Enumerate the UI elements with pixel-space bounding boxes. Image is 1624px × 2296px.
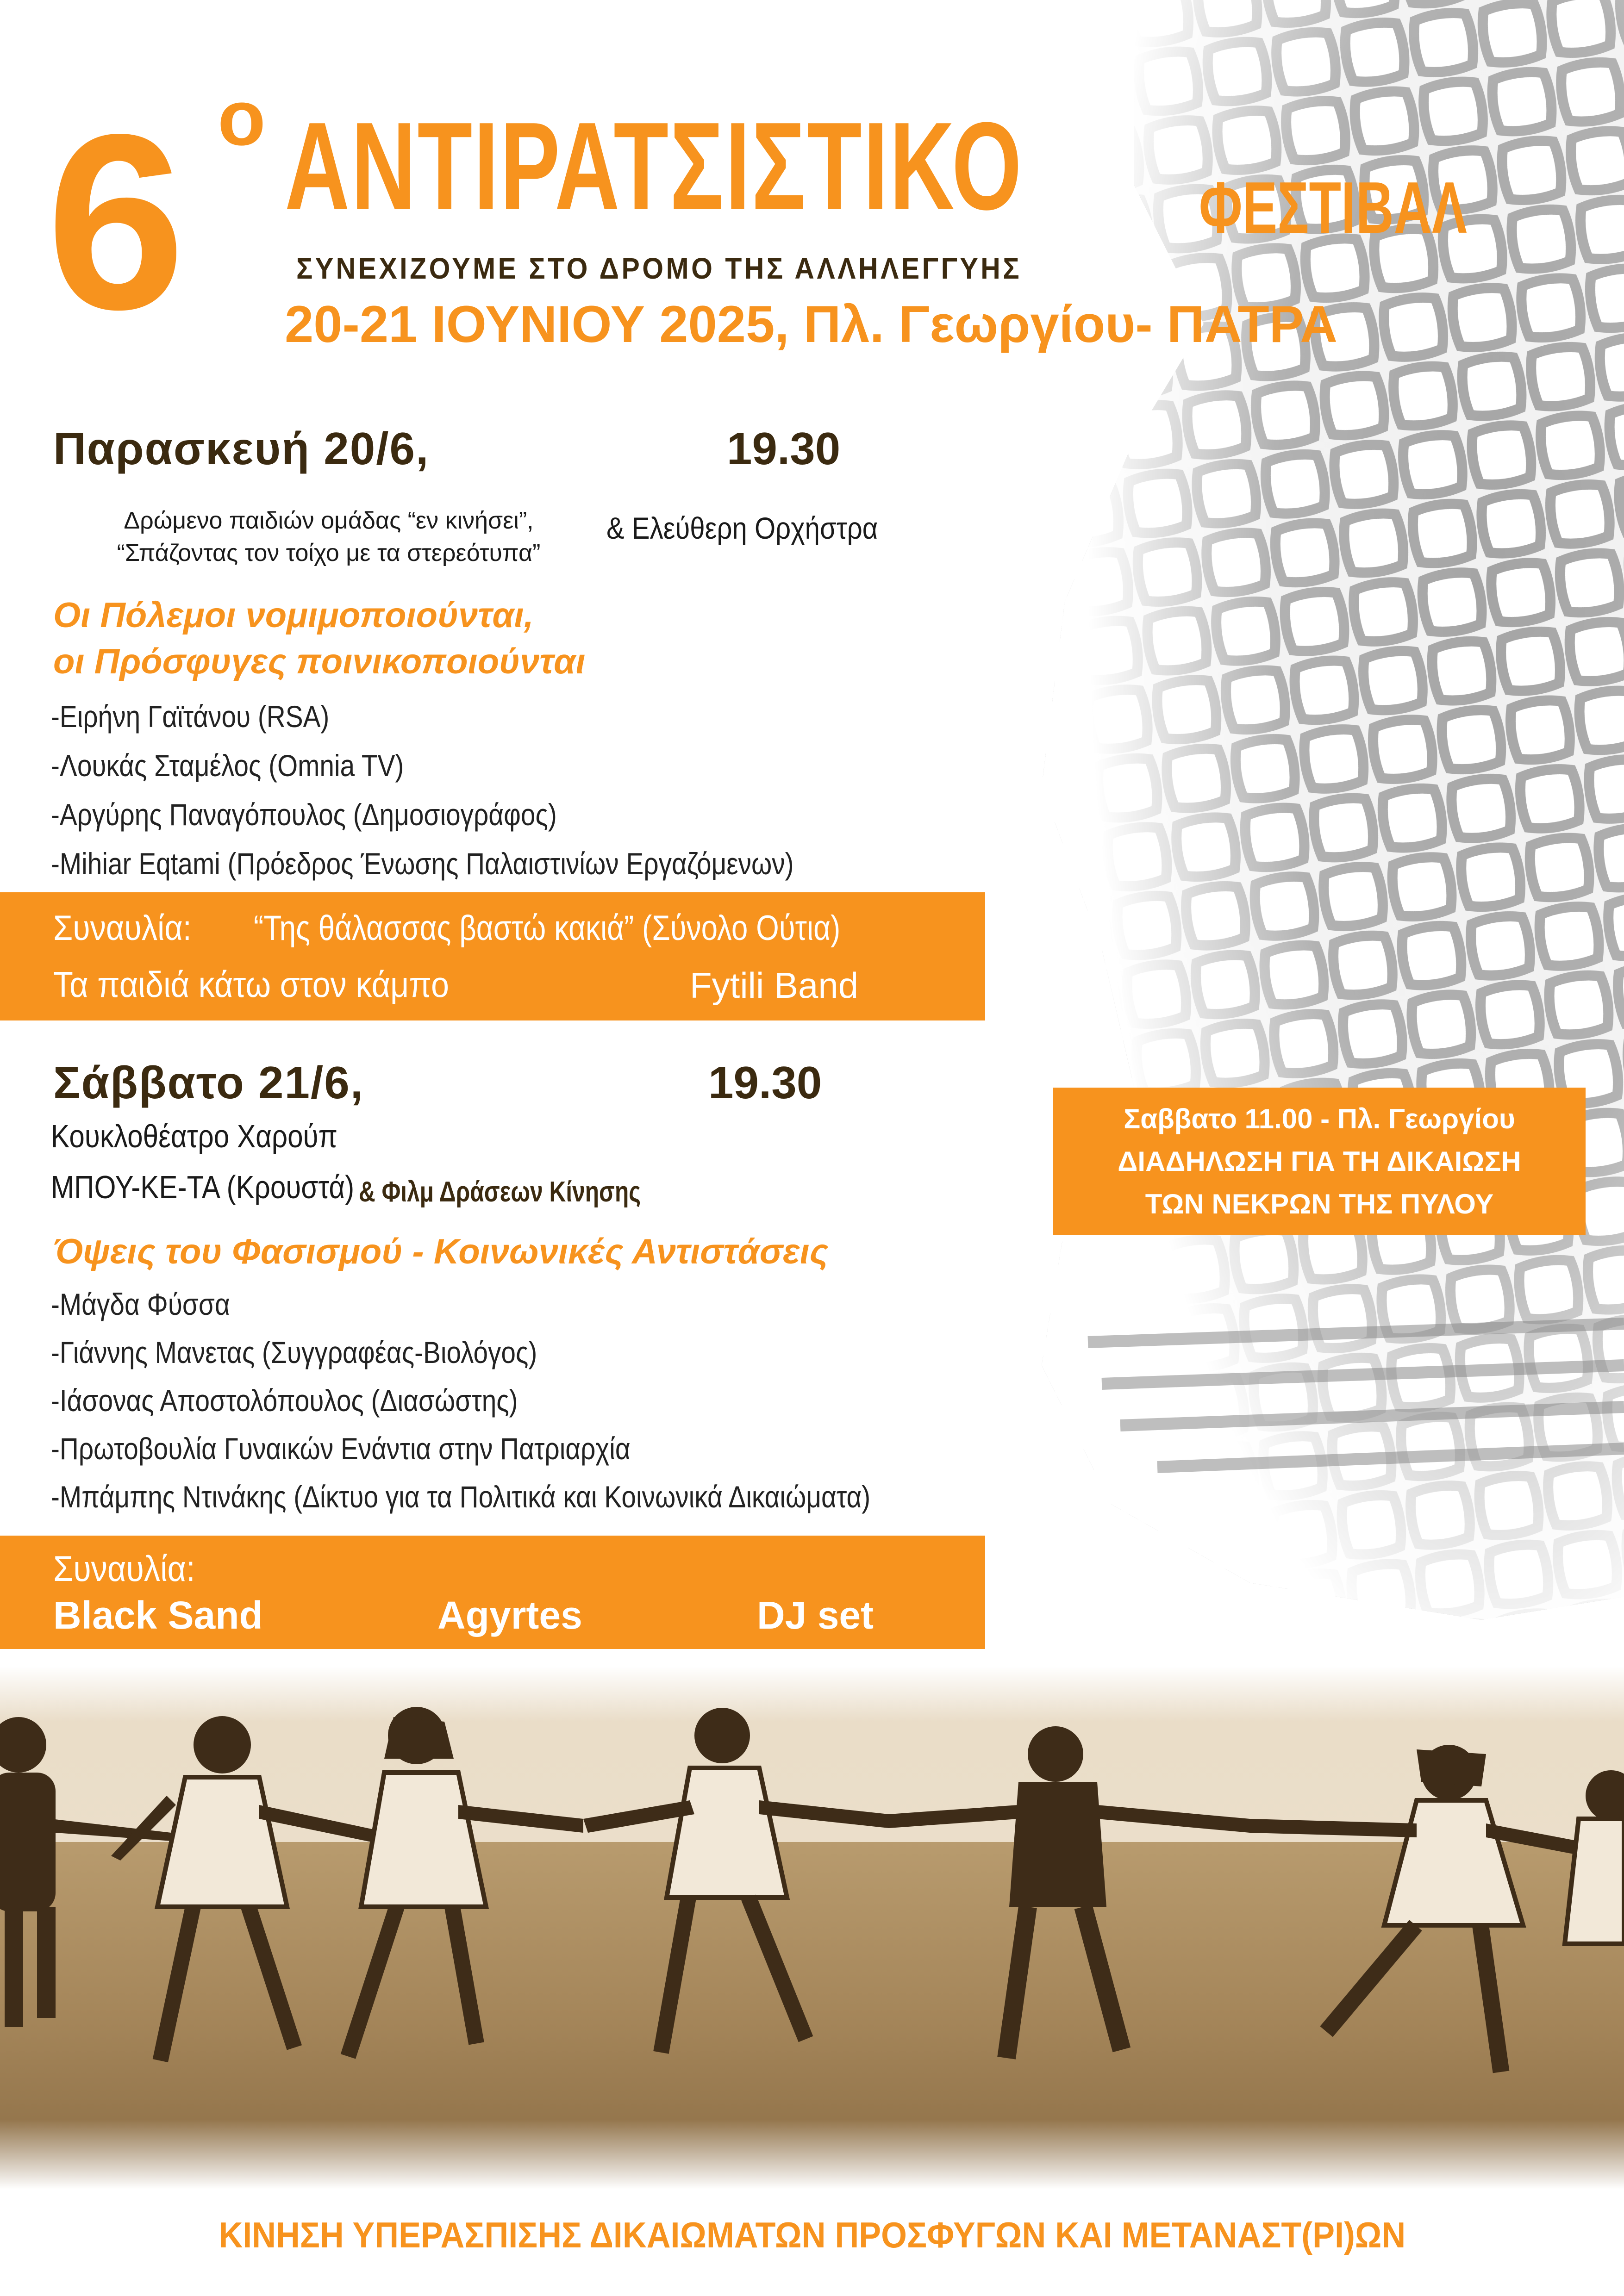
puppet-line-1: Κουκλοθέατρο Χαρούπ	[51, 1118, 338, 1154]
list-item: -Μάγδα Φύσσα	[51, 1287, 230, 1321]
list-item: -Λουκάς Σταμέλος (Omnia TV)	[51, 748, 404, 783]
saturday-film	[359, 1178, 711, 1207]
friday-topic	[53, 592, 586, 685]
friday-kids-performance	[51, 504, 606, 569]
orchestra-text: & Ελεύθερη Ορχήστρα	[606, 511, 878, 545]
notice-line-3: ΤΩΝ ΝΕΚΡΩΝ ΤΗΣ ΠΥΛΟΥ	[1145, 1188, 1494, 1220]
list-item: -Ειρήνη Γαϊτάνου (RSA)	[51, 699, 330, 734]
organizer-text: ΚΙΝΗΣΗ ΥΠΕΡΑΣΠΙΣΗΣ ΔΙΚΑΙΩΜΑΤΩΝ ΠΡΟΣΦΥΓΩΝ ΚΑΙ ΜΕΤΑΝΑΣΤ(ΡΙ)ΩΝ	[219, 2215, 1405, 2255]
saturday-concert-act-1: Black Sand	[53, 1593, 263, 1637]
friday-topic-line-2: οι Πρόσφυγες ποινικοποιούνται	[53, 642, 586, 681]
friday-concert-act-3: Fytili Band	[690, 965, 859, 1006]
edition-number: 6	[46, 82, 186, 361]
friday-topic-line-1: Οι Πόλεμοι νομιμοποιούνται,	[53, 596, 534, 635]
friday-orchestra	[606, 513, 915, 543]
friday-speakers-list	[51, 699, 915, 895]
list-item: -Μπάμπης Ντινάκης (Δίκτυο για τα Πολιτικά και Κοινωνικά Δικαιώματα)	[51, 1480, 871, 1514]
saturday-concert-label: Συναυλία:	[53, 1548, 195, 1589]
puppet-line-2: ΜΠΟΥ-ΚΕ-ΤΑ (Κρουστά)	[51, 1169, 355, 1205]
saturday-day-heading: Σάββατο 21/6,	[53, 1057, 364, 1108]
festival-date-location: 20-21 ΙΟΥΝΙΟΥ 2025, Πλ. Γεωργίου- ΠΑΤΡΑ	[285, 295, 1337, 353]
notice-line-1: Σαββατο 11.00 - Πλ. Γεωργίου	[1124, 1103, 1515, 1134]
friday-concert-act-2: Τα παιδιά κάτω στον κάμπο	[53, 964, 449, 1005]
festival-title	[285, 97, 1310, 236]
film-text: & Φιλμ Δράσεων Κίνησης	[359, 1176, 641, 1208]
festival-title-word	[1199, 167, 1571, 249]
festival-subtitle	[296, 254, 1085, 283]
kids-line-2: “Σπάζοντας τον τοίχο με τα στερεότυπα”	[117, 540, 541, 566]
kids-line-1: Δρώμενο παιδιών ομάδας “εν κινήσει”,	[124, 507, 534, 534]
list-item: -Mihiar Eqtami (Πρόεδρος Ένωσης Παλαιστινίων Εργαζόμενων)	[51, 846, 794, 881]
title-word: ΦΕΣΤΙΒΑΛ	[1199, 167, 1467, 249]
friday-day-heading: Παρασκευή 20/6,	[53, 423, 430, 474]
list-item: -Γιάννης Μανετας (Συγγραφέας-Βιολόγος)	[51, 1335, 537, 1369]
edition-superscript: ο	[218, 74, 266, 162]
list-item: -Πρωτοβουλία Γυναικών Ενάντια στην Πατριαρχία	[51, 1431, 631, 1466]
list-item: -Ιάσονας Αποστολόπουλος (Διασώστης)	[51, 1383, 518, 1418]
saturday-concert-act-3: DJ set	[757, 1593, 874, 1637]
friday-concert-bar	[0, 892, 985, 1020]
friday-concert-label: Συναυλία:	[53, 908, 192, 948]
children-holding-hands-photo	[0, 1666, 1624, 2189]
saturday-puppet-theatre	[51, 1120, 404, 1203]
saturday-time: 19.30	[708, 1057, 822, 1108]
pylos-demonstration-notice	[1053, 1088, 1586, 1235]
friday-time: 19.30	[727, 423, 841, 474]
saturday-speakers-list	[51, 1287, 1004, 1527]
notice-line-2: ΔΙΑΔΗΛΩΣΗ ΓΙΑ ΤΗ ΔΙΚΑΙΩΣΗ	[1118, 1146, 1521, 1177]
saturday-concert-act-2: Agyrtes	[437, 1593, 582, 1637]
subtitle-text: ΣΥΝΕΧΙΖΟΥΜΕ ΣΤΟ ΔΡΟΜΟ ΤΗΣ ΑΛΛΗΛΕΓΓΥΗΣ	[296, 252, 1022, 285]
title-main: ΑΝΤΙΡΑΤΣΙΣΤΙΚΟ	[285, 97, 1023, 236]
saturday-topic: Όψεις του Φασισμού - Κοινωνικές Αντιστάσεις	[53, 1232, 829, 1271]
saturday-concert-bar	[0, 1536, 985, 1649]
organizer-footer	[0, 2217, 1624, 2253]
list-item: -Αργύρης Παναγόπουλος (Δημοσιογράφος)	[51, 797, 557, 832]
friday-concert-act-1: “Της θάλασσας βαστώ κακιά” (Σύνολο Ούτια)	[254, 908, 841, 948]
